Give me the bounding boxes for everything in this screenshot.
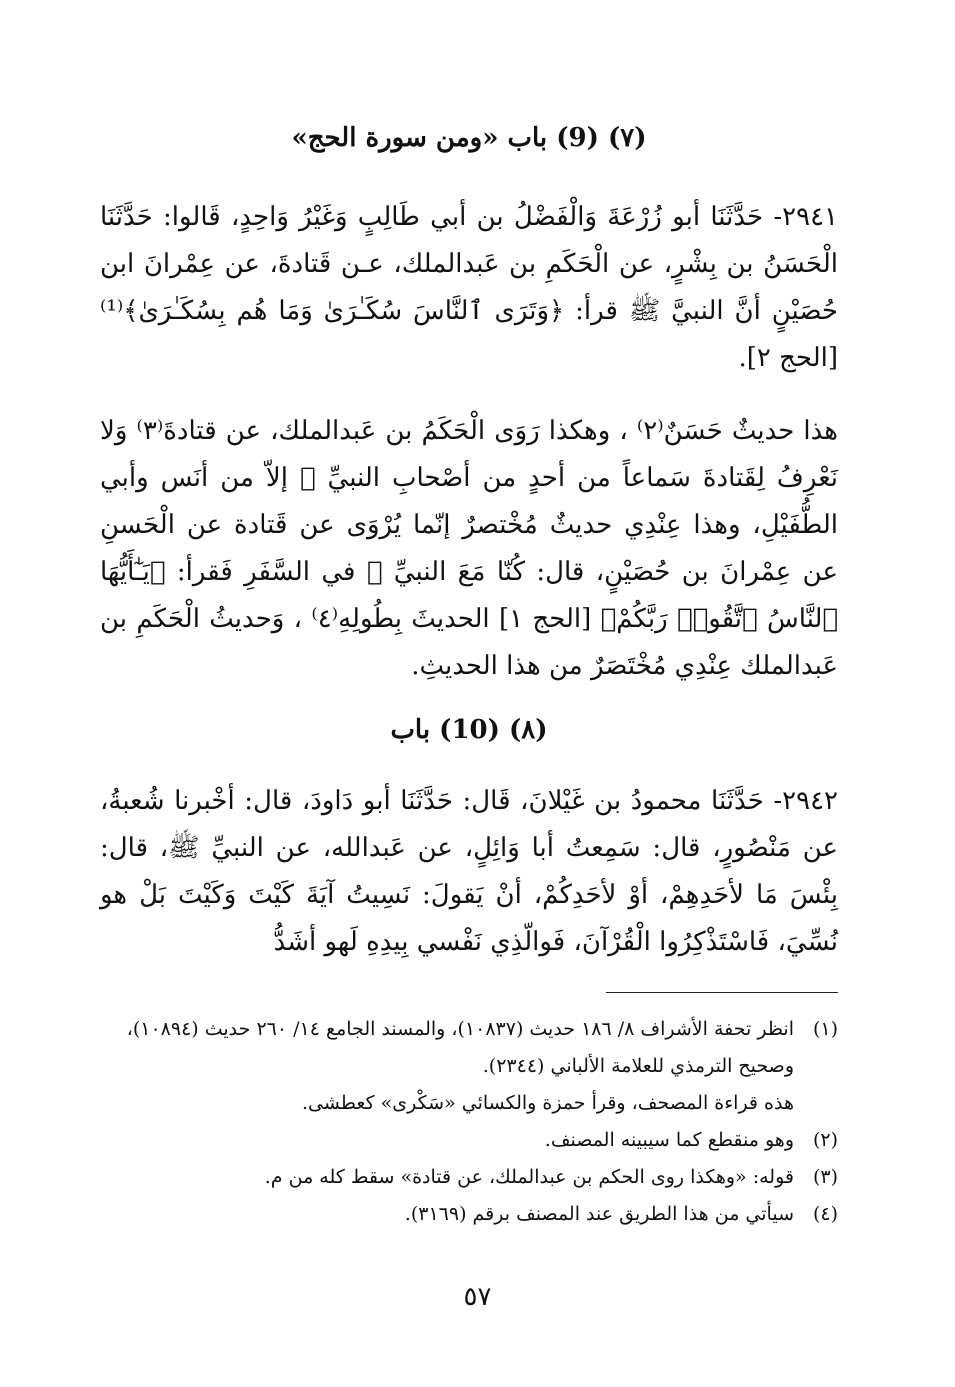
page-content <box>100 118 838 1233</box>
footnote-text: وهو منقطع كما سيبينه المصنف. <box>544 1129 794 1151</box>
footnote-divider <box>606 992 838 993</box>
footnote-2 <box>100 1122 838 1159</box>
footnote-number: (٤) <box>812 1203 838 1225</box>
footnote-number: (٣) <box>812 1166 838 1188</box>
footnote-text: سيأتي من هذا الطريق عند المصنف برقم (٣١٦٩). <box>404 1203 794 1225</box>
footnote-text: قوله: «وهكذا روى الحكم بن عبدالملك، عن قتادة» سقط كله من م. <box>264 1166 794 1188</box>
footnote-text: انظر تحفة الأشراف ٨/ ١٨٦ حديث (١٠٨٣٧)، والمسند الجامع ١٤/ ٢٦٠ حديث (١٠٨٩٤)، وصحيح الترمذي للعلامة الألباني (٢٣٤٤). <box>126 1018 794 1077</box>
footnote-1 <box>100 1011 838 1085</box>
chapter-title: (٧) (9) باب «ومن سورة الحج» <box>291 123 647 153</box>
footnote-3 <box>100 1159 838 1196</box>
page-number: ٥٧ <box>463 1282 492 1312</box>
section-title: (٨) (10) باب <box>390 715 548 745</box>
hadith-2942: ٢٩٤٢- حَدَّثَنَا محمودُ بن غَيْلانَ، قَال: حَدَّثَنَا أبو دَاودَ، قال: أخْبرنا شُعبةُ، عن مَنْصُورٍ، قال: سَمِعتُ أبا وَائِلٍ، عن عَبدالله، عن النبيِّ ﷺ، قال: بِئْسَ مَا لأحَدِهِمْ، أوْ لأحَدِكُمْ، أنْ يَقولَ: نَسِيتُ آيَةَ كَيْتَ وَكَيْتَ بَلْ هو نُسِّيَ، فَاسْتَذْكِرُوا الْقُرْآنَ، فَوالّذِي نَفْسي بِيدِهِ لَهو أشَدُّ <box>100 786 838 957</box>
footnote-number: (٢) <box>812 1129 838 1151</box>
footnotes <box>100 1011 838 1233</box>
footnote-1-continuation: هذه قراءة المصحف، وقرأ حمزة والكسائي «سَكْرى» كعطشى. <box>302 1092 794 1114</box>
footnote-4 <box>100 1196 838 1233</box>
footnote-number: (١) <box>812 1018 838 1040</box>
hadith-2941: ٢٩٤١- حَدَّثَنَا أبو زُرْعَةَ وَالْفَضْلُ بن أبي طَالِبٍ وَغَيْرُ وَاحِدٍ، قَالوا: حَدَّثَنَا الْحَسَنُ بن بِشْرٍ، عن الْحَكَمِ بن عَبدالملك، عـن قَتادةَ، عن عِمْرانَ ابن حُصَيْنٍ أنَّ النبيَّ ﷺ قرأ: ﴿وَتَرَى ٱلنَّاسَ سُكَـٰرَىٰ وَمَا هُم بِسُكَـٰرَىٰ﴾⁽¹⁾ [الحج ٢]. <box>100 202 838 373</box>
commentary-paragraph: هذا حديثٌ حَسَنٌ⁽٢⁾ ، وهكذا رَوَى الْحَكَمُ بن عَبدالملك، عن قتادةَ⁽٣⁾ وَلا نَعْرِفُ لِقَتادةَ سَماعاً من أحدٍ من أصْحابِ النبيِّ ﷺ إلاّ من أنَس وأبي الطُّفَيْلِ، وهذا عِنْدِي حديثٌ مُخْتصرٌ إنّما يُرْوَى عن قَتادة عن الْحَسنِ عن عِمْرانَ بن حُصَيْنٍ، قال: كُنّا مَعَ النبيِّ ﷺ في السَّفَرِ فَقرأ: ﴿يَـٰٓأَيُّهَا ٱلنَّاسُ ٱتَّقُوا۟ رَبَّكُمْ﴾ [الحج ١] الحديثَ بِطُولِهِ⁽٤⁾ ، وَحديثُ الْحَكَمِ بن عَبدالملك عِنْدِي مُخْتَصَرٌ من هذا الحديثِ. <box>100 416 839 681</box>
